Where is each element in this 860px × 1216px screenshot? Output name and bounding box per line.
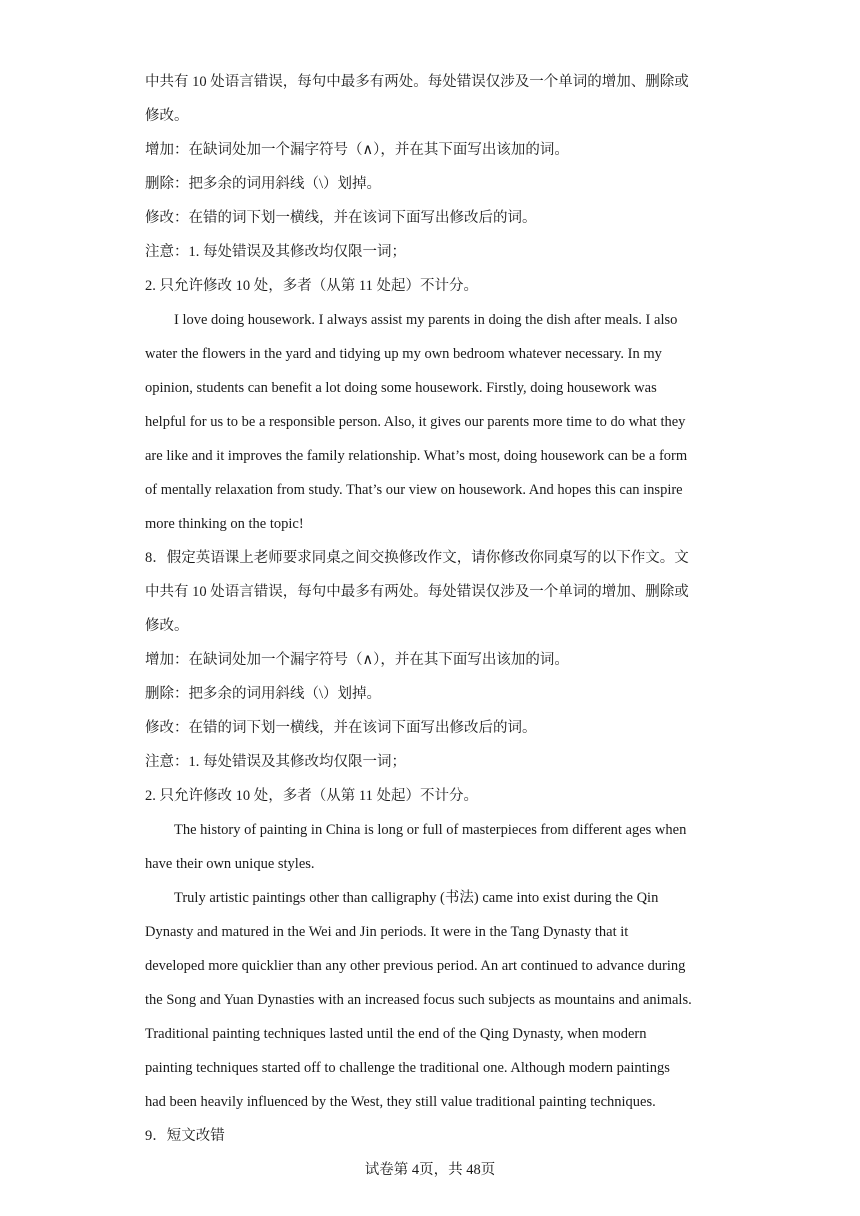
passage-line: the Song and Yuan Dynasties with an increased focus such subjects as mountains and animals. — [145, 992, 692, 1008]
page-footer: 试卷第 4页，共 48页 — [364, 1162, 496, 1178]
passage-line: developed more quicklier than any other previous period. An art continued to advance during — [145, 958, 686, 974]
instruction-modify: 修改：在错的词下划一横线，并在该词下面写出修改后的词。 — [145, 210, 537, 226]
instruction-line: 中共有 10 处语言错误，每句中最多有两处。每处错误仅涉及一个单词的增加、删除或 — [145, 584, 689, 600]
passage-line: opinion, students can benefit a lot doing some housework. Firstly, doing housework was — [145, 380, 657, 396]
instruction-line: 修改。 — [145, 108, 189, 124]
passage-line: more thinking on the topic! — [145, 516, 304, 532]
instruction-add: 增加：在缺词处加一个漏字符号（∧），并在其下面写出该加的词。 — [145, 142, 569, 158]
instruction-line: 修改。 — [145, 618, 189, 634]
instruction-note: 2. 只允许修改 10 处，多者（从第 11 处起）不计分。 — [145, 788, 478, 804]
passage-line: Truly artistic paintings other than calligraphy (书法) came into exist during the Qin — [174, 890, 659, 906]
instruction-note: 2. 只允许修改 10 处，多者（从第 11 处起）不计分。 — [145, 278, 478, 294]
instruction-note: 注意：1. 每处错误及其修改均仅限一词； — [145, 244, 406, 260]
passage-line: of mentally relaxation from study. That’s our view on housework. And hopes this can inspire — [145, 482, 683, 498]
passage-line: are like and it improves the family relationship. What’s most, doing housework can be a form — [145, 448, 688, 464]
passage-line: The history of painting in China is long or full of masterpieces from different ages when — [174, 822, 687, 838]
instruction-note: 注意：1. 每处错误及其修改均仅限一词； — [145, 754, 406, 770]
passage-line: have their own unique styles. — [145, 856, 315, 872]
instruction-delete: 删除：把多余的词用斜线（\）划掉。 — [145, 176, 382, 192]
question-heading: 8．假定英语课上老师要求同桌之间交换修改作文，请你修改你同桌写的以下作文。文 — [145, 550, 689, 566]
instruction-line: 中共有 10 处语言错误，每句中最多有两处。每处错误仅涉及一个单词的增加、删除或 — [145, 74, 689, 90]
instruction-delete: 删除：把多余的词用斜线（\）划掉。 — [145, 686, 382, 702]
passage-line: Dynasty and matured in the Wei and Jin periods. It were in the Tang Dynasty that it — [145, 924, 629, 940]
passage-line: water the flowers in the yard and tidying up my own bedroom whatever necessary. In my — [145, 346, 662, 362]
instruction-modify: 修改：在错的词下划一横线，并在该词下面写出修改后的词。 — [145, 720, 537, 736]
passage-line: I love doing housework. I always assist my parents in doing the dish after meals. I also — [174, 312, 678, 328]
instruction-add: 增加：在缺词处加一个漏字符号（∧），并在其下面写出该加的词。 — [145, 652, 569, 668]
passage-line: Traditional painting techniques lasted until the end of the Qing Dynasty, when modern — [145, 1026, 647, 1042]
passage-line: painting techniques started off to challenge the traditional one. Although modern paintings — [145, 1060, 670, 1076]
passage-line: had been heavily influenced by the West, they still value traditional painting techniques. — [145, 1094, 656, 1110]
passage-line: helpful for us to be a responsible person. Also, it gives our parents more time to do what they — [145, 414, 686, 430]
question-heading: 9．短文改错 — [145, 1128, 225, 1144]
